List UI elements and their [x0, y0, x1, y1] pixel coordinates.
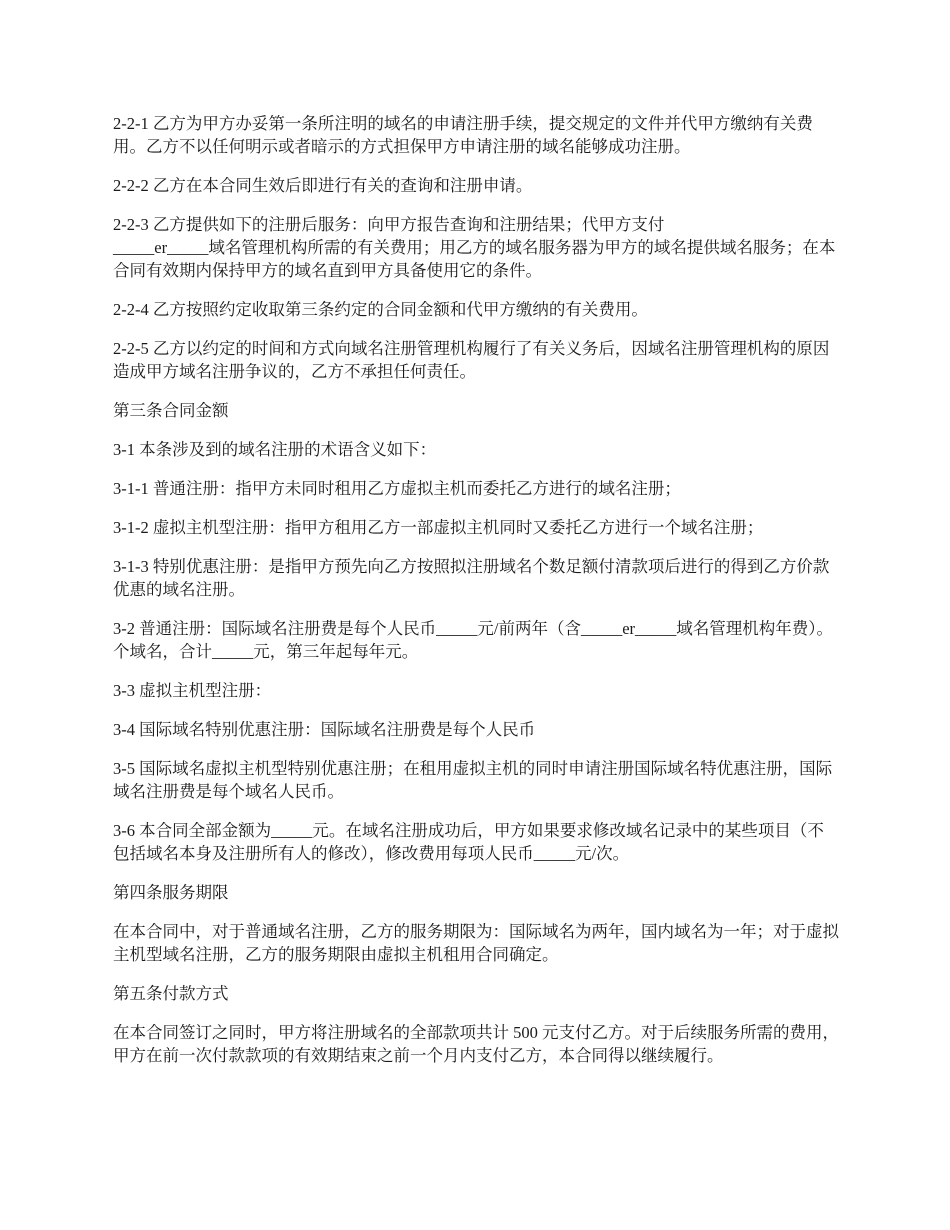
clause-3-3: 3-3 虚拟主机型注册：: [113, 681, 272, 700]
section-heading-article-4: 第四条服务期限: [113, 883, 229, 902]
clause-3-5: 3-5 国际域名虚拟主机型特别优惠注册；在租用虚拟主机的同时申请注册国际域名特优惠注册，国际域名注册费是每个域名人民币。: [113, 759, 833, 801]
clause-2-2-3: 2-2-3 乙方提供如下的注册后服务：向甲方报告查询和注册结果；代甲方支付 _____er_____域名管理机构所需的有关费用；用乙方的域名服务器为甲方的域名提供域名服务；在本合同有效期内保持甲方的域名直到甲方具备使用它的条件。: [113, 215, 836, 280]
section-heading-article-5: 第五条付款方式: [113, 984, 229, 1003]
clause-2-2-4: 2-2-4 乙方按照约定收取第三条约定的合同金额和代甲方缴纳的有关费用。: [113, 300, 648, 319]
clause-3-1-2: 3-1-2 虚拟主机型注册：指甲方租用乙方一部虚拟主机同时又委托乙方进行一个域名注册；: [113, 518, 764, 537]
clause-2-2-2: 2-2-2 乙方在本合同生效后即进行有关的查询和注册申请。: [113, 176, 533, 195]
clause-3-1-3: 3-1-3 特别优惠注册：是指甲方预先向乙方按照拟注册域名个数足额付清款项后进行的得到乙方价款优惠的域名注册。: [113, 557, 830, 599]
article-4-body: 在本合同中，对于普通域名注册，乙方的服务期限为：国际域名为两年，国内域名为一年；对于虚拟主机型域名注册，乙方的服务期限由虚拟主机租用合同确定。: [113, 922, 839, 964]
clause-3-2: 3-2 普通注册：国际域名注册费是每个人民币_____元/前两年（含_____er_____域名管理机构年费）。个域名，合计_____元，第三年起每年元。: [113, 619, 834, 661]
section-heading-article-3: 第三条合同金额: [113, 401, 229, 420]
clause-2-2-1: 2-2-1 乙方为甲方办妥第一条所注明的域名的申请注册手续，提交规定的文件并代甲方缴纳有关费用。乙方不以任何明示或者暗示的方式担保甲方申请注册的域名能够成功注册。: [113, 114, 813, 156]
clause-3-6: 3-6 本合同全部金额为_____元。在域名注册成功后，甲方如果要求修改域名记录中的某些项目（不包括域名本身及注册所有人的修改），修改费用每项人民币_____元/次。: [113, 821, 824, 863]
clause-3-1-1: 3-1-1 普通注册：指甲方未同时租用乙方虚拟主机而委托乙方进行的域名注册；: [113, 479, 681, 498]
clause-3-1: 3-1 本条涉及到的域名注册的术语含义如下：: [113, 440, 437, 459]
clause-3-4: 3-4 国际域名特别优惠注册：国际域名注册费是每个人民币: [113, 720, 536, 739]
article-5-body: 在本合同签订之同时，甲方将注册域名的全部款项共计 500 元支付乙方。对于后续服务所需的费用，甲方在前一次付款款项的有效期结束之前一个月内支付乙方，本合同得以继续履行。: [113, 1023, 839, 1065]
clause-2-2-5: 2-2-5 乙方以约定的时间和方式向域名注册管理机构履行了有关义务后，因域名注册管理机构的原因造成甲方域名注册争议的，乙方不承担任何责任。: [113, 339, 830, 381]
